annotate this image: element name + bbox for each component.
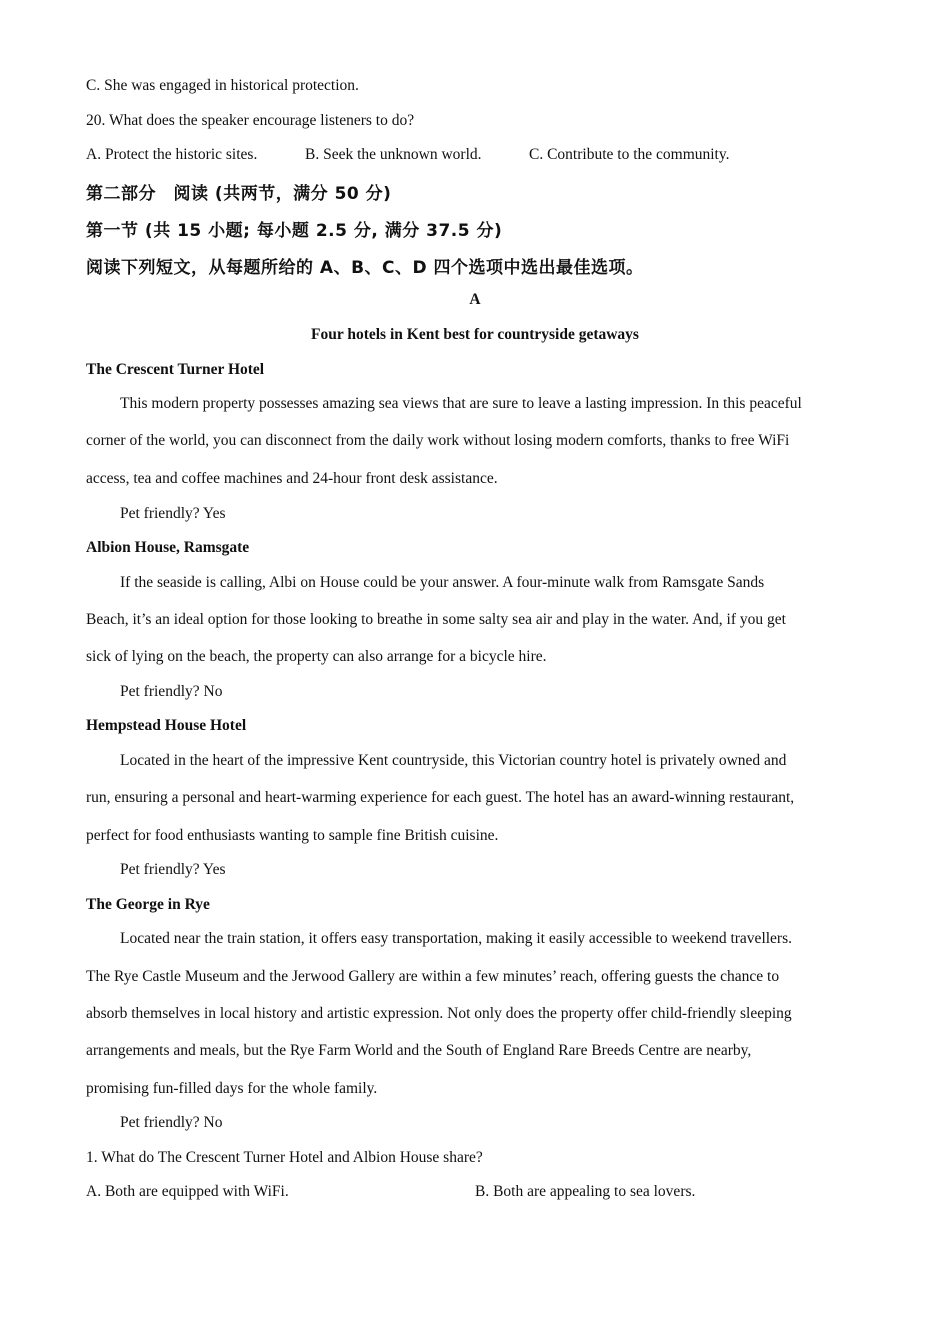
q20-stem: 20. What does the speaker encourage listeners to do?: [86, 112, 415, 129]
paragraph-line: corner of the world, you can disconnect from the daily work without losing modern comforts, thanks to free WiFi: [86, 432, 790, 449]
pet-friendly: Pet friendly? Yes: [120, 505, 226, 522]
paragraph-line: perfect for food enthusiasts wanting to sample fine British cuisine.: [86, 827, 499, 844]
paragraph-line: If the seaside is calling, Albi on House could be your answer. A four-minute walk from Ramsgate Sands: [120, 574, 765, 591]
pet-friendly: Pet friendly? No: [120, 1114, 223, 1131]
part-title: 第二部分 阅读 (共两节，满分 50 分): [86, 184, 392, 204]
passage-label: A: [469, 291, 481, 308]
paragraph-line: This modern property possesses amazing sea views that are sure to leave a lasting impression. In this peaceful: [120, 395, 802, 412]
hotel-name: Albion House, Ramsgate: [86, 539, 250, 556]
q20-option-c: C. Contribute to the community.: [529, 146, 730, 163]
hotel-name: The George in Rye: [86, 896, 210, 913]
paragraph-line: absorb themselves in local history and artistic expression. Not only does the property offer child-friendly sleeping: [86, 1005, 792, 1022]
paragraph-line: Located near the train station, it offers easy transportation, making it easily accessible to weekend travellers.: [120, 930, 793, 947]
paragraph-line: run, ensuring a personal and heart-warming experience for each guest. The hotel has an award-winning restaurant,: [86, 789, 795, 806]
q20-option-b: B. Seek the unknown world.: [305, 146, 482, 163]
q1-option-b: B. Both are appealing to sea lovers.: [475, 1183, 696, 1200]
hotel-name: Hempstead House Hotel: [86, 717, 247, 734]
q1-stem: 1. What do The Crescent Turner Hotel and Albion House share?: [86, 1149, 483, 1166]
pet-friendly: Pet friendly? Yes: [120, 861, 226, 878]
paragraph-line: Located in the heart of the impressive Kent countryside, this Victorian country hotel is privately owned and: [120, 752, 787, 769]
paragraph-line: sick of lying on the beach, the property can also arrange for a bicycle hire.: [86, 648, 547, 665]
q1-option-a: A. Both are equipped with WiFi.: [86, 1183, 289, 1200]
passage-title: Four hotels in Kent best for countryside getaways: [311, 326, 639, 343]
paragraph-line: Beach, it’s an ideal option for those looking to breathe in some salty sea air and play in the water. And, if you get: [86, 611, 786, 628]
q20-option-a: A. Protect the historic sites.: [86, 146, 258, 163]
pet-friendly: Pet friendly? No: [120, 683, 223, 700]
paragraph-line: The Rye Castle Museum and the Jerwood Gallery are within a few minutes’ reach, offering guests the chance to: [86, 968, 780, 985]
paragraph-line: promising fun-filled days for the whole family.: [86, 1080, 378, 1097]
subsection-title: 第一节 (共 15 小题; 每小题 2.5 分, 满分 37.5 分): [86, 221, 503, 241]
instruction: 阅读下列短文，从每题所给的 A、B、C、D 四个选项中选出最佳选项。: [86, 258, 644, 278]
paragraph-line: arrangements and meals, but the Rye Farm World and the South of England Rare Breeds Centre are nearby,: [86, 1042, 752, 1059]
paragraph-line: access, tea and coffee machines and 24-hour front desk assistance.: [86, 470, 498, 487]
q19-option-c: C. She was engaged in historical protection.: [86, 77, 359, 94]
hotel-name: The Crescent Turner Hotel: [86, 361, 265, 378]
